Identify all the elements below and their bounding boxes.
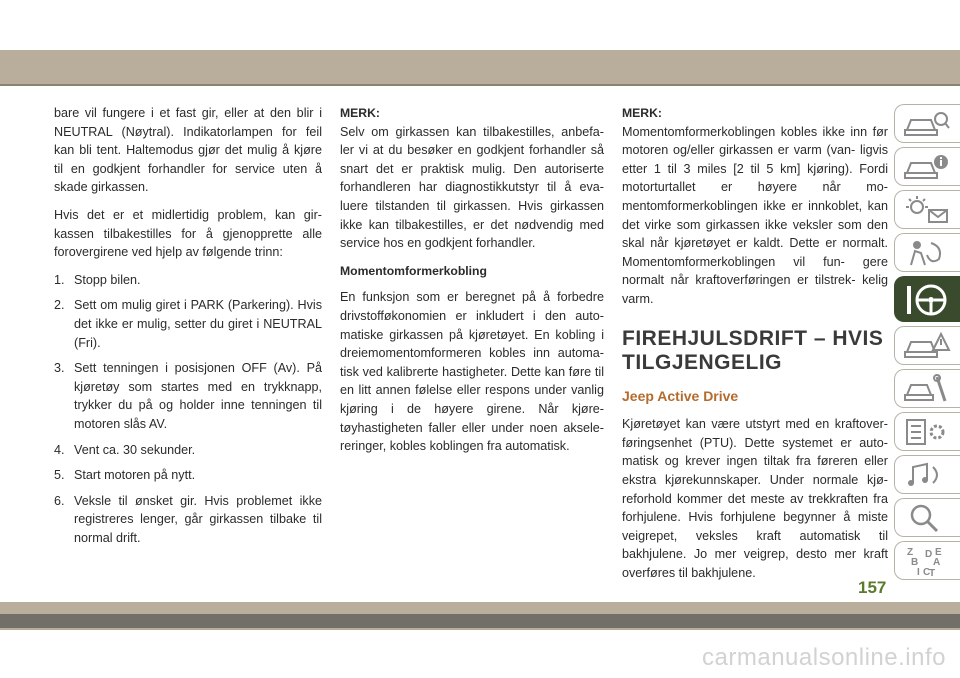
tab-chapter-3[interactable] <box>894 190 960 229</box>
index-letter: I <box>917 567 920 578</box>
tab-chapter-5-active[interactable] <box>894 276 960 322</box>
section-subhead: Momentomformerkobling <box>340 263 487 278</box>
index-letter: A <box>933 557 941 568</box>
footer-rule-thin <box>0 628 960 630</box>
column-left <box>54 104 322 554</box>
airbag-safety-icon <box>903 237 951 269</box>
specifications-gear-icon <box>903 416 951 448</box>
footer-rule <box>0 614 960 628</box>
note-text: Selv om girkassen kan tilbakestilles, anbefa- ler vi at du besøker en godkjent forhandler så snart det er praktisk mulig. Den autoriserte forhandleren har diagnostikkutstyr til å eva- luere tilstanden til girkassen. Hvis girkassen ikke kan tilbakestilles, er det nødvendig med service hos en godkjent forhandler. <box>340 124 604 251</box>
index-letter: Z <box>907 547 914 558</box>
magnifier-icon <box>903 502 951 534</box>
multimedia-icon <box>903 459 951 491</box>
step-number: 3. <box>54 361 65 376</box>
step-text: Vent ca. 30 sekunder. <box>74 442 196 457</box>
column-right <box>622 104 888 591</box>
tab-chapter-index[interactable] <box>894 541 960 580</box>
tab-chapter-4[interactable] <box>894 233 960 272</box>
note-block <box>622 104 888 309</box>
car-info-icon <box>903 151 951 183</box>
chapter-tabs <box>894 104 960 584</box>
reset-steps-list <box>54 271 322 548</box>
index-letter: E <box>935 547 942 558</box>
subsection-heading: Jeep Active Drive <box>622 387 739 404</box>
header-band <box>0 50 960 84</box>
footer-band <box>0 602 960 614</box>
list-item <box>54 271 322 290</box>
list-item <box>54 466 322 485</box>
wrench-car-icon <box>903 373 951 405</box>
tab-chapter-8[interactable] <box>894 412 960 451</box>
watermark: carmanualsonline.info <box>702 644 946 671</box>
index-letter: B <box>911 557 919 568</box>
index-letter: D <box>925 549 933 560</box>
list-item <box>54 492 322 548</box>
page-number: 157 <box>858 578 887 597</box>
step-text: Veksle til ønsket gir. Hvis problemet ikke registreres lenger, går girkassen tilbake til normal drift. <box>74 493 322 545</box>
tab-chapter-10[interactable] <box>894 498 960 537</box>
note-label: MERK: <box>340 106 380 120</box>
header-rule <box>0 84 960 86</box>
car-warning-icon <box>903 330 951 362</box>
note-label: MERK: <box>622 106 662 120</box>
tab-chapter-9[interactable] <box>894 455 960 494</box>
column-middle <box>340 104 604 465</box>
note-block <box>340 104 604 253</box>
heading-line: TILGJENGELIG <box>622 350 783 374</box>
step-number: 6. <box>54 493 65 508</box>
step-text: Start motoren på nytt. <box>74 468 196 483</box>
steering-wheel-icon <box>903 280 951 320</box>
step-number: 1. <box>54 272 65 287</box>
index-letter: T <box>929 568 936 579</box>
list-item <box>54 441 322 460</box>
list-item <box>54 296 322 352</box>
step-text: Sett om mulig giret i PARK (Parkering). Hvis det ikke er mulig, setter du giret i NEUTRAL (Fri). <box>74 298 322 350</box>
index-letters-icon <box>903 545 951 579</box>
paragraph-torque-converter: En funksjon som er beregnet på å forbedre drivstofføkonomien er inkludert i den auto- matiske girkassen på kjøretøyet. En kobling i dreiemomentomformeren kobles inn automa- tisk ved kalibrerte hastigheter. Dette kan føre til en litt annen følelse eller respons under vanlig kjøring i de høyere girene. Når kjøre- tøyhastigheten faller eller under noen aksele- reringer, kobles koblingen fra automatisk. <box>340 290 604 454</box>
tab-chapter-2[interactable] <box>894 147 960 186</box>
note-text: Momentomformerkoblingen kobles ikke inn før motoren og/eller girkassen er varm (van- ligvis etter 1 til 3 miles [2 til 5 km] kjøring). Fordi motorturtallet er høyere når mo- mentomformerkoblingen ikke er innkoblet, kan det virke som girkassen ikke veksler som den skal når kjøretøyet er kaldt. Dette er normalt. Momentomformerkoblingen vil fun- gere normalt når kraftoverføringen er tilstrek- kelig varm. <box>622 124 888 306</box>
top-margin <box>0 0 960 50</box>
step-text: Sett tenningen i posisjonen OFF (Av). På kjøretøy som startes med en trykknapp, trykker du på og holder inne tenningen til motoren slås AV. <box>74 361 322 431</box>
paragraph-limp-mode: bare vil fungere i et fast gir, eller at den blir i NEUTRAL (Nøytral). Indikatorlampen for feil kan bli tent. Haltemodus gjør det mulig å kjøre til en godkjent forhandler for service uten å skade girkassen. <box>54 106 322 195</box>
section-heading <box>622 327 888 375</box>
index-letter: C <box>923 567 931 578</box>
step-number: 2. <box>54 298 65 313</box>
step-number: 4. <box>54 442 65 457</box>
tab-chapter-7[interactable] <box>894 369 960 408</box>
step-text: Stopp bilen. <box>74 272 141 287</box>
warning-light-message-icon <box>903 194 951 226</box>
paragraph-active-drive: Kjøretøyet kan være utstyrt med en kraftover- føringsenhet (PTU). Dette systemet er auto- matisk og krever ingen tiltak fra føreren eller ekstra kjørekunnskaper. Under normale kjø- reforhold kommer det meste av trekkraften fra forhjulene. Hvis forhjulene begynner å miste veigrepet, veksles kraft automatisk til bakhjulene. Jo mer veigrep, desto mer kraft overføres til bakhjulene. <box>622 417 888 580</box>
list-item <box>54 359 322 433</box>
tab-chapter-1[interactable] <box>894 104 960 143</box>
paragraph-reset-intro: Hvis det er et midlertidig problem, kan gir- kassen tilbakestilles for å gjenopprette alle forovergirene ved hjelp av følgende trinn: <box>54 207 322 260</box>
heading-line: FIREHJULSDRIFT – HVIS <box>622 326 884 350</box>
car-search-icon <box>903 108 951 140</box>
tab-chapter-6[interactable] <box>894 326 960 365</box>
step-number: 5. <box>54 468 65 483</box>
